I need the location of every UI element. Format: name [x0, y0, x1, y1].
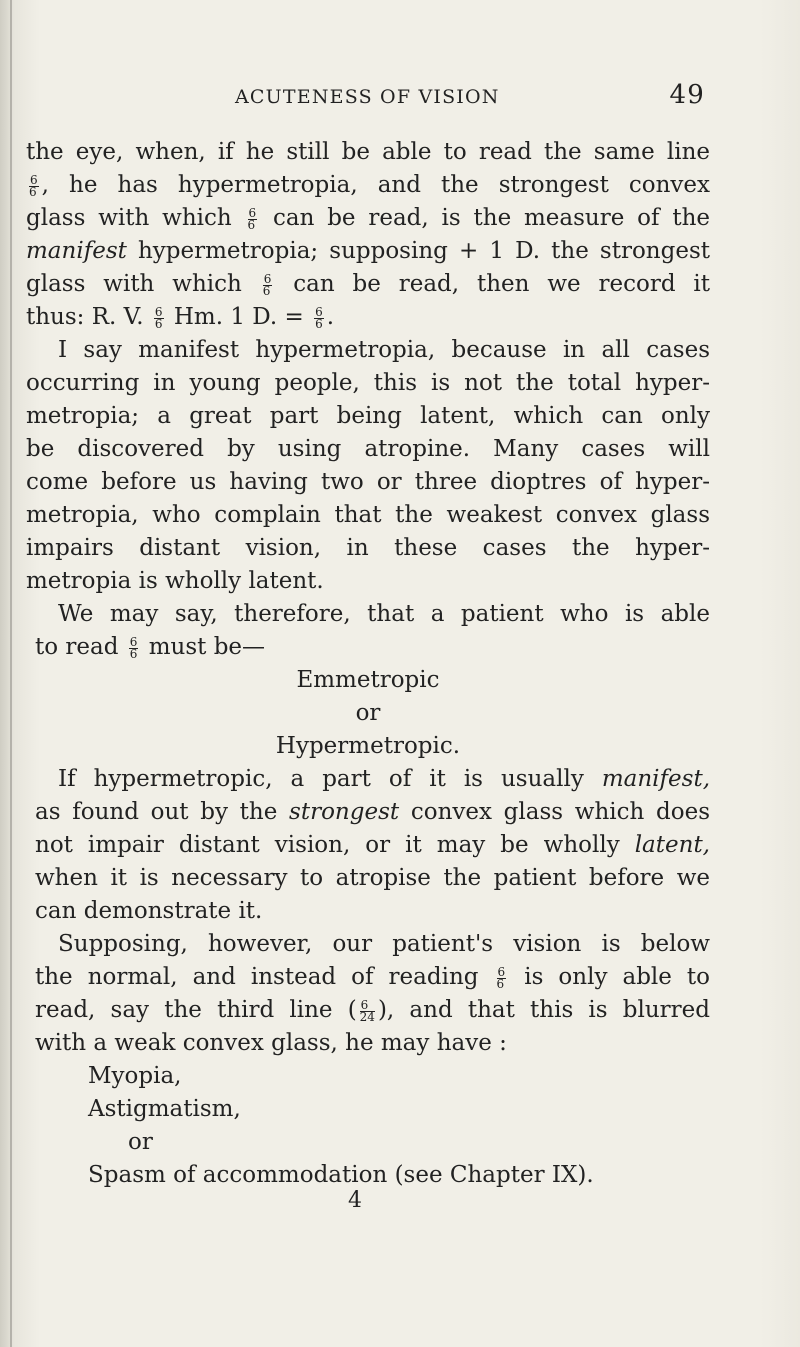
text-line: can demonstrate it. [35, 898, 263, 924]
text-line: read, say the third line ( $\frac{6}{24}$ ), and that this is blurred [35, 997, 710, 1024]
fraction: $\frac{6}{6}$ [29, 173, 38, 199]
text-line: come before us having two or three dioptres of hyper- [26, 469, 710, 495]
fraction: $\frac{6}{6}$ [129, 635, 138, 661]
page-number: 49 [669, 80, 705, 110]
text-line: Hypermetropic. [275, 733, 461, 759]
text-line: when it is necessary to atropise the patient before we [35, 865, 710, 891]
text-line: glass with which $\frac{6}{6}$ can be read, then we record it [26, 271, 711, 298]
running-header-title: ACUTENESS OF VISION [235, 86, 500, 108]
fraction: $\frac{6}{6}$ [315, 305, 323, 331]
signature-mark: 4 [348, 1188, 362, 1213]
list-item: or [128, 1129, 153, 1155]
text-line: the eye, when, if he still be able to read the same line [26, 139, 710, 165]
text-line: impairs distant vision, in these cases the hyper- [26, 535, 710, 561]
text-line: be discovered by using atropine. Many cases will [26, 436, 710, 462]
text-line: thus: R. V. $\frac{6}{6}$ Hm. 1 D. = $\frac{6}{6}$ . [26, 304, 335, 331]
fraction: $\frac{6}{6}$ [496, 965, 506, 991]
text-line: to read $\frac{6}{6}$ must be— [35, 634, 266, 661]
fraction: $\frac{6}{24}$ [359, 998, 375, 1024]
fraction: $\frac{6}{6}$ [247, 206, 257, 232]
text-line: with a weak convex glass, he may have : [35, 1030, 507, 1056]
text-line: If hypermetropic, a part of it is usually manifest, [58, 766, 710, 792]
text-line: the normal, and instead of reading $\frac{6}{6}$ is only able to [35, 964, 711, 991]
text-line: manifest hypermetropia; supposing + 1 D. the strongest [26, 238, 710, 264]
list-item: Astigmatism, [88, 1096, 241, 1122]
text-line: metropia, who complain that the weakest convex glass [26, 502, 710, 528]
list-item: Myopia, [88, 1063, 182, 1089]
text-line: Supposing, however, our patient's vision is below [58, 931, 710, 957]
text-line: metropia is wholly latent. [26, 568, 324, 594]
text-line: as found out by the strongest convex glass which does [35, 799, 711, 825]
text-line: I say manifest hypermetropia, because in all cases [58, 337, 710, 363]
text-line: We may say, therefore, that a patient who is able [58, 601, 710, 627]
list-item: Spasm of accommodation (see Chapter IX). [88, 1162, 594, 1188]
text-line: occurring in young people, this is not the total hyper- [26, 370, 710, 396]
text-line: Emmetropic [296, 667, 440, 693]
body-text [26, 136, 710, 1192]
page-binding-edge [10, 0, 12, 1347]
text-line: not impair distant vision, or it may be wholly latent, [35, 832, 710, 858]
text-line: glass with which $\frac{6}{6}$ can be read, is the measure of the [26, 205, 711, 232]
text-line: metropia; a great part being latent, which can only [26, 403, 710, 429]
fraction: $\frac{6}{6}$ [262, 272, 272, 298]
running-header [235, 80, 715, 114]
fraction: $\frac{6}{6}$ [154, 305, 163, 331]
text-line: or [355, 700, 381, 726]
text-line: $\frac{6}{6}$ , he has hypermetropia, and the strongest convex [29, 172, 710, 199]
